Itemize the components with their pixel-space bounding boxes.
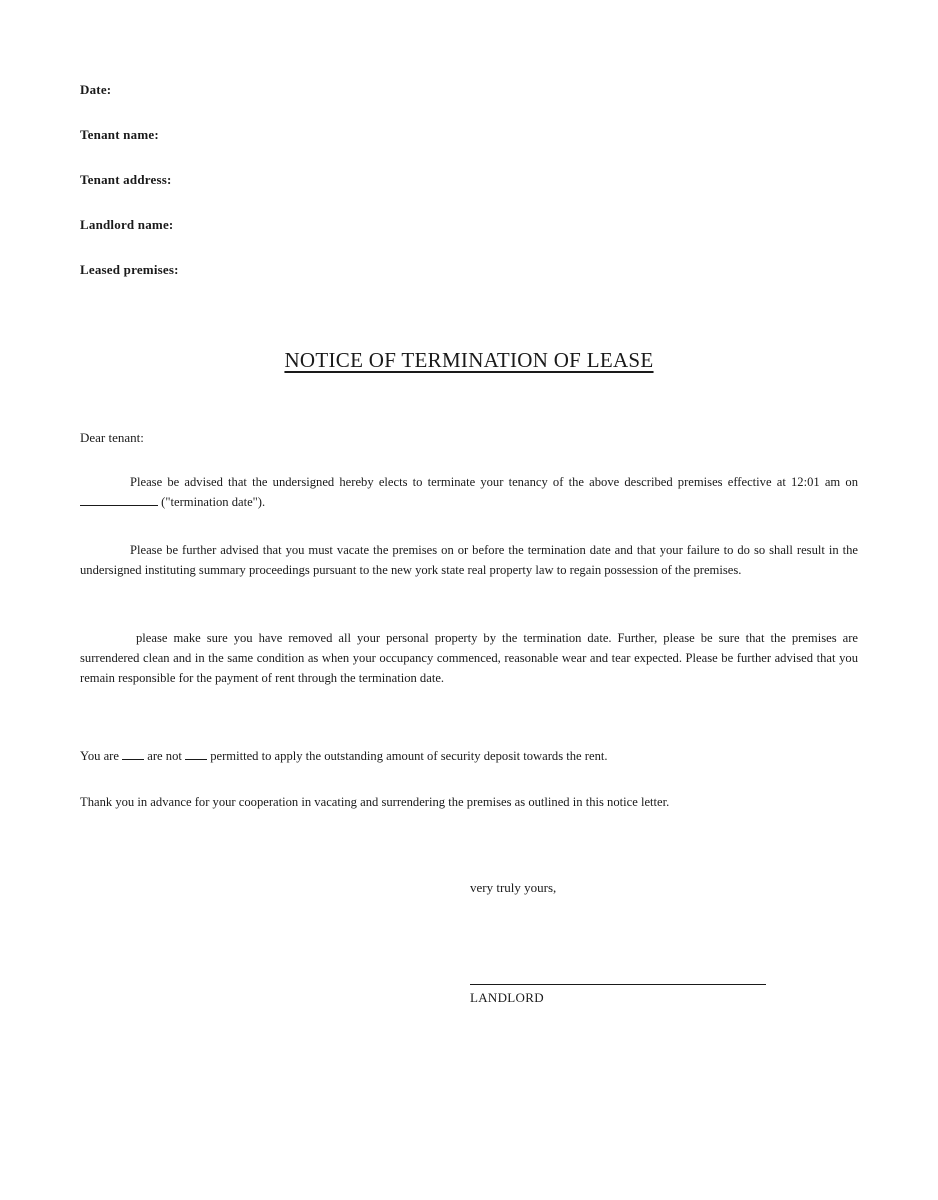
- you-are-blank: [122, 747, 144, 760]
- paragraph-1-tail: ("termination date").: [161, 495, 266, 509]
- landlord-name-label: Landlord name:: [80, 217, 174, 232]
- paragraph-termination-effective: [80, 472, 858, 512]
- document-title: [0, 348, 938, 373]
- paragraph-personal-property: please make sure you have removed all your personal property by the termination date. Further, please be sure that the premises are surrendered clean and in the same condition as when your occupancy commenced, reasonable wear and tear expected. Please be further advised that you remain responsible for the payment of rent through the termination date.: [80, 631, 858, 685]
- tenant-name-label: Tenant name:: [80, 127, 159, 142]
- signature-line: [470, 984, 766, 985]
- signature-label: LANDLORD: [470, 990, 544, 1005]
- tenant-address-label: Tenant address:: [80, 172, 172, 187]
- paragraph-1-text: Please be advised that the undersigned hereby elects to terminate your tenancy of the above described premises effective at 12:01 am on: [130, 475, 858, 489]
- salutation: Dear tenant:: [80, 430, 144, 445]
- date-label: Date:: [80, 82, 112, 97]
- are-not-blank: [185, 747, 207, 760]
- paragraph-thank-you: Thank you in advance for your cooperation in vacating and surrendering the premises as outlined in this notice letter.: [80, 795, 670, 809]
- termination-date-blank: [80, 493, 158, 506]
- paragraph-vacate-notice: Please be further advised that you must vacate the premises on or before the termination date and that your failure to do so shall result in the undersigned instituting summary proceedings pursuant to the new york state real property law to regain possession of the premises.: [80, 543, 858, 577]
- paragraph-security-deposit: [80, 746, 858, 766]
- security-deposit-text: permitted to apply the outstanding amount of security deposit towards the rent.: [210, 749, 608, 763]
- leased-premises-label: Leased premises:: [80, 262, 179, 277]
- are-not-text: are not: [147, 749, 182, 763]
- you-are-text: You are: [80, 749, 119, 763]
- document-title-text: NOTICE OF TERMINATION OF LEASE: [284, 348, 654, 372]
- closing-line: very truly yours,: [470, 880, 557, 895]
